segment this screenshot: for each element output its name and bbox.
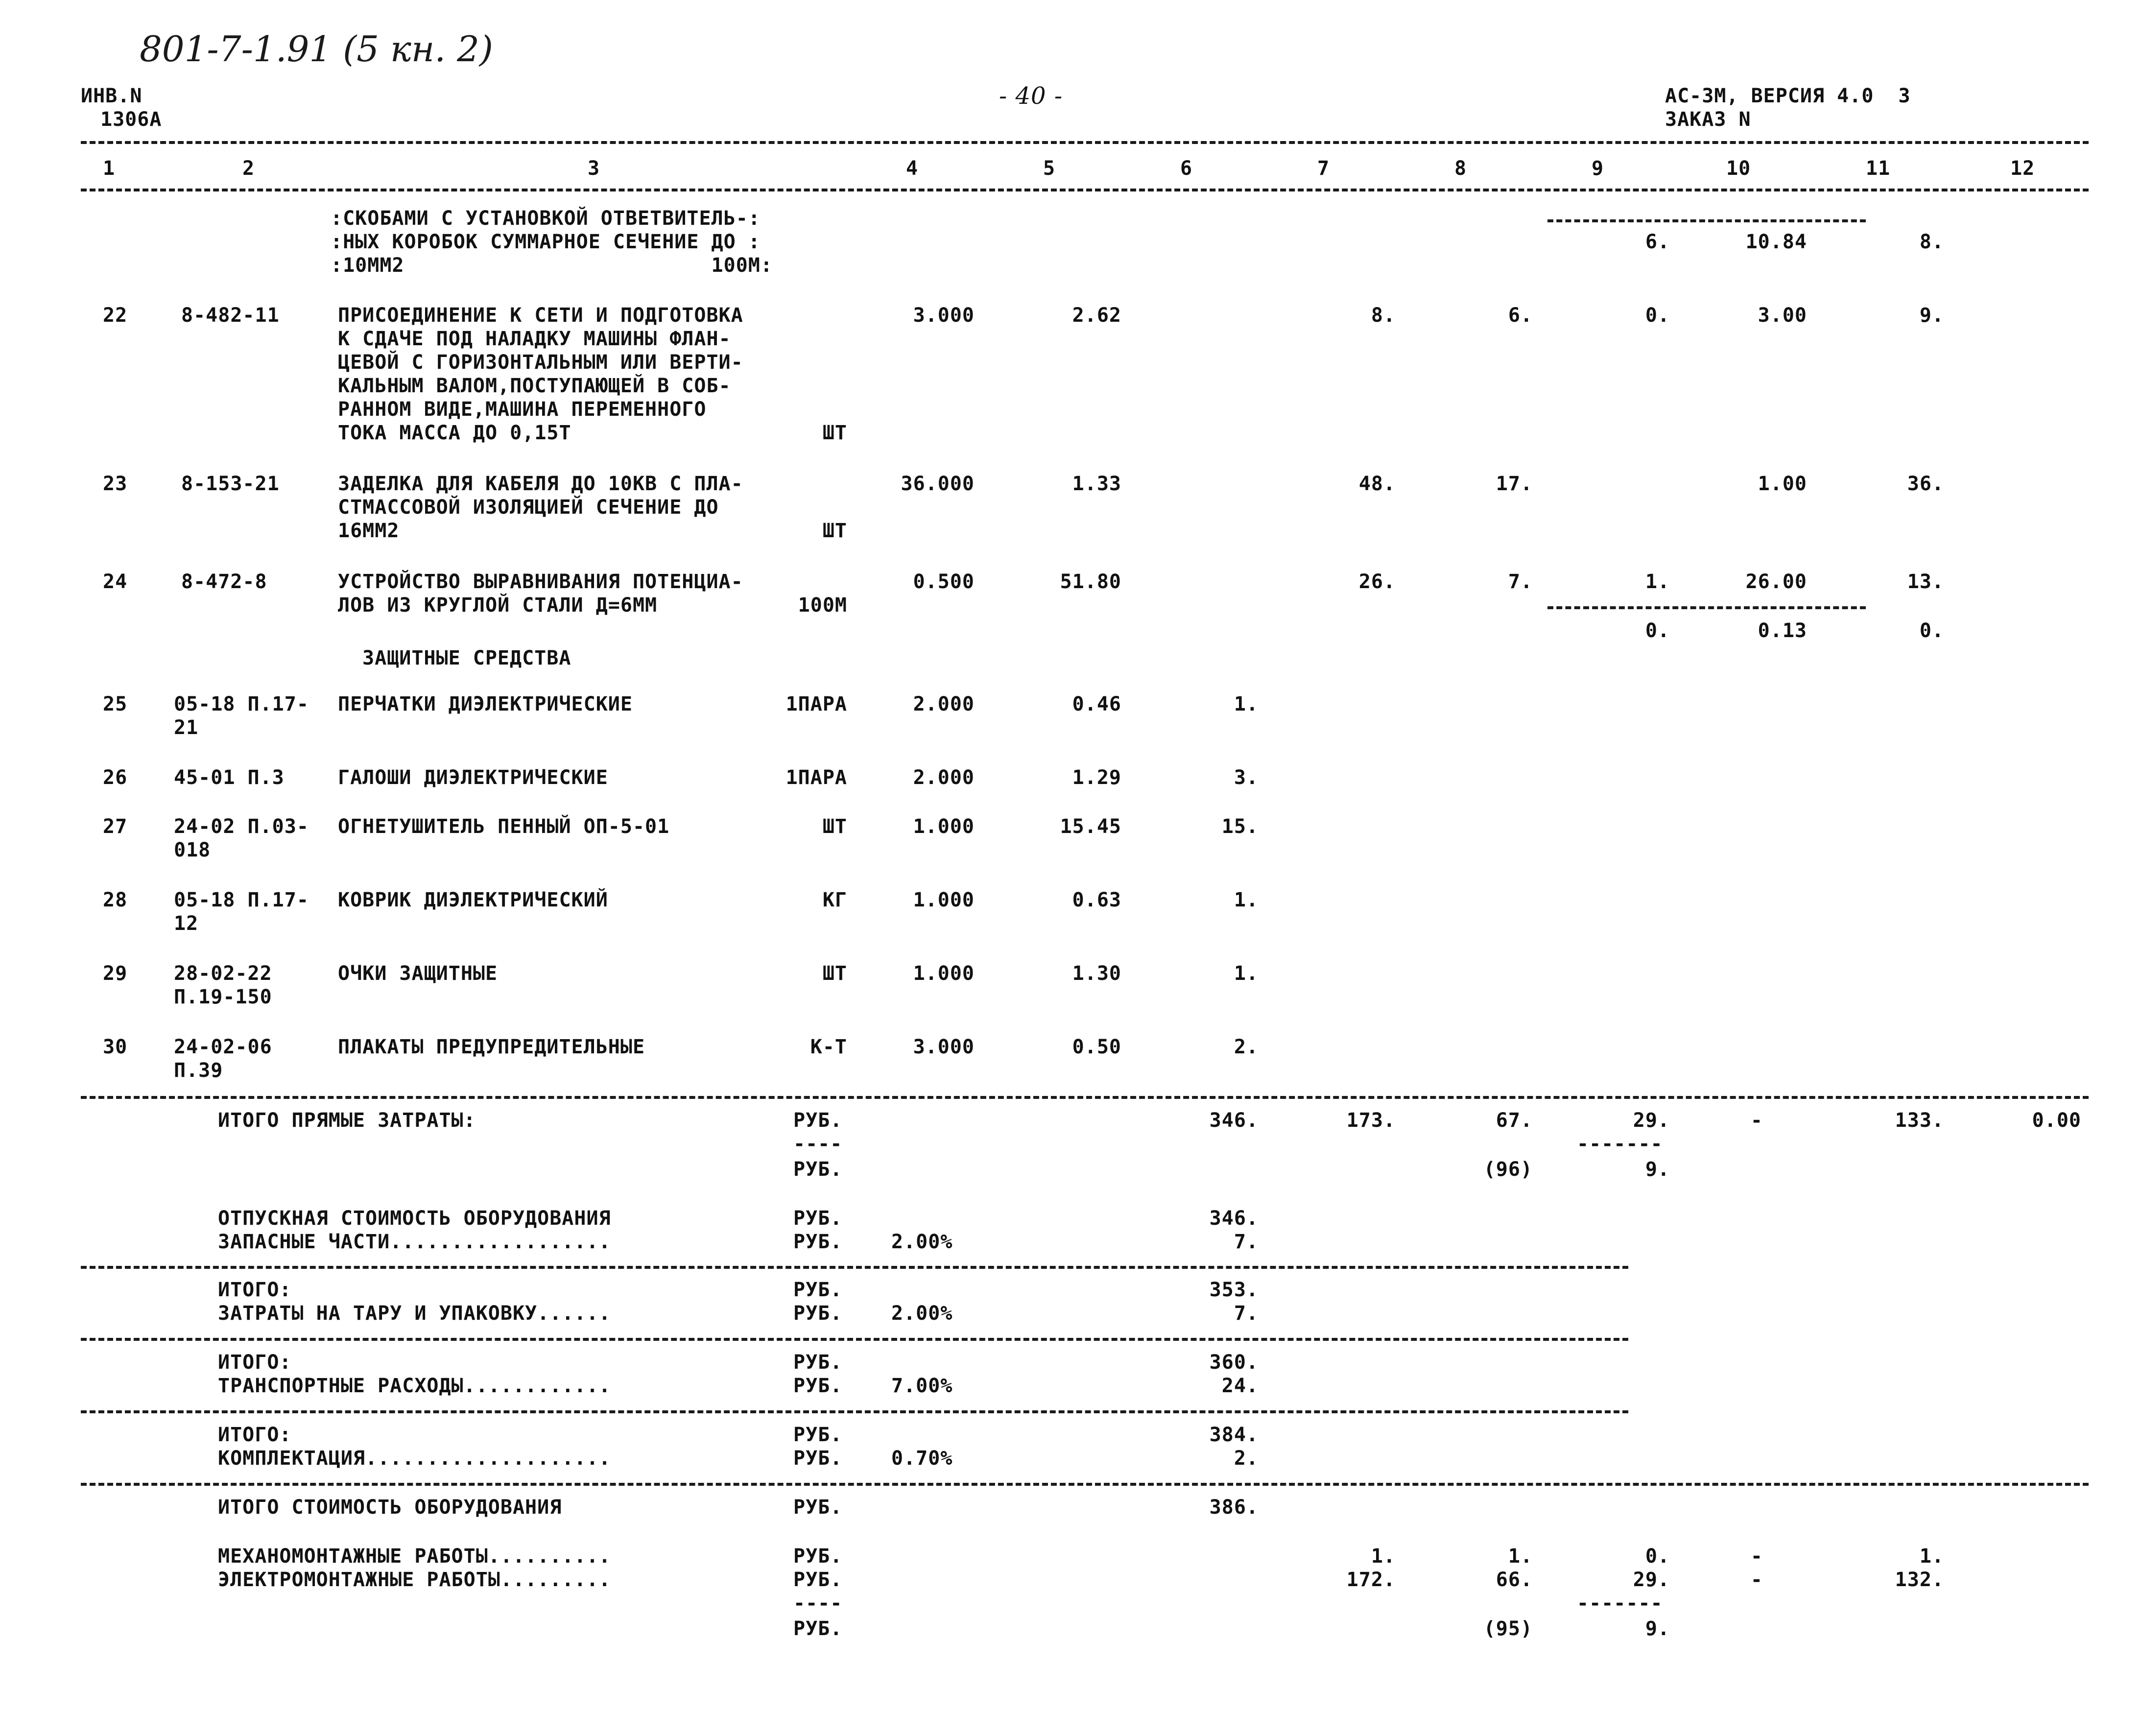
direct-col8: 67. xyxy=(1496,1109,1533,1132)
direct-col6: 346. xyxy=(1209,1109,1259,1132)
row-code: 8-482-11 xyxy=(181,304,280,327)
elec-col9: 29. xyxy=(1633,1569,1670,1591)
currency-label: РУБ. xyxy=(793,1496,843,1519)
direct-sub-col9: 9. xyxy=(1645,1158,1670,1181)
currency-label: РУБ. xyxy=(793,1447,843,1470)
final-sub-col8: (95) xyxy=(1483,1617,1533,1640)
final-sub-col9: 9. xyxy=(1645,1617,1670,1640)
row-col6: 1. xyxy=(1234,889,1259,911)
program-version: АС-3М, ВЕРСИЯ 4.0 3 xyxy=(1665,85,1911,107)
totals-top-rule xyxy=(81,1096,2089,1099)
row-number: 26 xyxy=(103,766,128,789)
elec-col8: 66. xyxy=(1496,1569,1533,1591)
inventory-number: 1306А xyxy=(100,108,162,131)
row-number: 22 xyxy=(103,304,128,327)
currency-label: РУБ. xyxy=(793,1158,843,1181)
row-number: 23 xyxy=(103,473,128,495)
mech-col11: 1. xyxy=(1919,1545,1944,1568)
row-col5: 1.33 xyxy=(1072,473,1121,495)
row-code: 05-18 П.17- xyxy=(174,693,309,715)
row-col11: 36. xyxy=(1907,473,1944,495)
row-col4: 2.000 xyxy=(913,766,975,789)
row-text-line: К СДАЧЕ ПОД НАЛАДКУ МАШИНЫ ФЛАН- xyxy=(338,328,731,350)
elec-col11: 132. xyxy=(1895,1569,1944,1591)
currency-dash: ---- xyxy=(793,1133,843,1155)
subtotal-value: 384. xyxy=(1209,1424,1259,1446)
row-col5: 0.63 xyxy=(1072,889,1121,911)
section-title: ЗАЩИТНЫЕ СРЕДСТВА xyxy=(362,647,571,669)
col-header-4: 4 xyxy=(906,157,919,180)
row-code: 28-02-22 xyxy=(174,962,272,985)
direct-col12: 0.00 xyxy=(2032,1109,2081,1132)
currency-label: РУБ. xyxy=(793,1302,843,1325)
equipment-total-label: ИТОГО СТОИМОСТЬ ОБОРУДОВАНИЯ xyxy=(218,1496,562,1519)
page-number: - 40 - xyxy=(999,82,1063,110)
row-text-line: ПРИСОЕДИНЕНИЕ К СЕТИ И ПОДГОТОВКА xyxy=(338,304,743,327)
table-top-rule xyxy=(81,141,2089,144)
row-text-line: ТОКА МАССА ДО 0,15Т xyxy=(338,422,571,444)
row-col5: 15.45 xyxy=(1060,815,1121,838)
continued-subtotal-rule xyxy=(1547,219,1866,222)
col-header-5: 5 xyxy=(1043,157,1056,180)
row-code-cont: 018 xyxy=(174,839,211,861)
row-number: 30 xyxy=(103,1036,128,1058)
row-col4: 0.500 xyxy=(913,571,975,593)
row-col6: 1. xyxy=(1234,962,1259,985)
row-unit: 1ПАРА xyxy=(785,693,847,715)
row-col7: 26. xyxy=(1358,571,1396,593)
row-text: КОВРИК ДИЭЛЕКТРИЧЕСКИЙ xyxy=(338,889,608,911)
row-sub-col10: 0.13 xyxy=(1758,619,1807,642)
row-col10: 1.00 xyxy=(1758,473,1807,495)
mech-col10: - xyxy=(1750,1545,1763,1568)
row-col7: 8. xyxy=(1371,304,1396,327)
row-col9: 1. xyxy=(1645,571,1670,593)
row-number: 24 xyxy=(103,571,128,593)
row-code: 8-153-21 xyxy=(181,473,280,495)
currency-label: РУБ. xyxy=(793,1207,843,1230)
row-number: 27 xyxy=(103,815,128,838)
continued-col10: 10.84 xyxy=(1745,231,1807,253)
row-text-line: СТМАССОВОЙ ИЗОЛЯЦИЕЙ СЕЧЕНИЕ ДО xyxy=(338,496,719,519)
row-col5: 0.50 xyxy=(1072,1036,1121,1058)
row-text-line: РАННОМ ВИДЕ,МАШИНА ПЕРЕМЕННОГО xyxy=(338,398,707,421)
transport-value: 24. xyxy=(1221,1375,1259,1397)
subtotal-rule xyxy=(81,1338,1628,1341)
col-header-10: 10 xyxy=(1726,157,1751,180)
mech-works-label: МЕХАНОМОНТАЖНЫЕ РАБОТЫ.......... xyxy=(218,1545,611,1568)
currency-label: РУБ. xyxy=(793,1617,843,1640)
currency-label: РУБ. xyxy=(793,1545,843,1568)
row-col4: 1.000 xyxy=(913,962,975,985)
final-sub-rule: ------- xyxy=(1577,1592,1663,1615)
continued-text-3: :10ММ2 100М: xyxy=(331,254,773,277)
currency-label: РУБ. xyxy=(793,1424,843,1446)
direct-sub-col8: (96) xyxy=(1483,1158,1533,1181)
spare-parts-percent: 2.00% xyxy=(891,1231,953,1253)
currency-label: РУБ. xyxy=(793,1569,843,1591)
inventory-label: ИНВ.N xyxy=(81,85,143,107)
row-code-cont: 21 xyxy=(174,716,199,739)
direct-col10: - xyxy=(1750,1109,1763,1132)
col-header-6: 6 xyxy=(1180,157,1193,180)
order-number: ЗАКАЗ N xyxy=(1665,108,1751,131)
transport-label: ТРАНСПОРТНЫЕ РАСХОДЫ............ xyxy=(218,1375,611,1397)
subtotal-label: ИТОГО: xyxy=(218,1351,292,1374)
row-col6: 1. xyxy=(1234,693,1259,715)
row-unit: КГ xyxy=(822,889,847,911)
currency-label: РУБ. xyxy=(793,1231,843,1253)
row-code: 8-472-8 xyxy=(181,571,267,593)
col-header-12: 12 xyxy=(2010,157,2035,180)
totals-rule xyxy=(81,1483,2089,1486)
equipment-price-label: ОТПУСКНАЯ СТОИМОСТЬ ОБОРУДОВАНИЯ xyxy=(218,1207,611,1230)
spare-parts-value: 7. xyxy=(1234,1231,1259,1253)
subtotal-label: ИТОГО: xyxy=(218,1279,292,1301)
equipment-price-value: 346. xyxy=(1209,1207,1259,1230)
elec-col7: 172. xyxy=(1346,1569,1396,1591)
col-header-2: 2 xyxy=(242,157,255,180)
row-number: 29 xyxy=(103,962,128,985)
row-col5: 1.30 xyxy=(1072,962,1121,985)
complect-percent: 0.70% xyxy=(891,1447,953,1470)
row-sub-col9: 0. xyxy=(1645,619,1670,642)
row-col11: 9. xyxy=(1919,304,1944,327)
row-col6: 2. xyxy=(1234,1036,1259,1058)
row-unit: К-Т xyxy=(810,1036,847,1058)
row-code: 05-18 П.17- xyxy=(174,889,309,911)
row-unit: ШТ xyxy=(822,815,847,838)
direct-col9: 29. xyxy=(1633,1109,1670,1132)
row-col11: 13. xyxy=(1907,571,1944,593)
row-unit: ШТ xyxy=(822,962,847,985)
handwritten-document-code: 801-7-1.91 (5 кн. 2) xyxy=(140,28,493,70)
mech-col9: 0. xyxy=(1645,1545,1670,1568)
row-text: ПЕРЧАТКИ ДИЭЛЕКТРИЧЕСКИЕ xyxy=(338,693,633,715)
complect-value: 2. xyxy=(1234,1447,1259,1470)
col-header-9: 9 xyxy=(1592,157,1604,180)
row-col5: 51.80 xyxy=(1060,571,1121,593)
packaging-percent: 2.00% xyxy=(891,1302,953,1325)
row-col5: 2.62 xyxy=(1072,304,1121,327)
row-col8: 17. xyxy=(1496,473,1533,495)
subtotal-value: 360. xyxy=(1209,1351,1259,1374)
row-unit: 100М xyxy=(798,594,847,617)
header-bottom-rule xyxy=(81,189,2089,191)
row-code-cont: 12 xyxy=(174,912,199,935)
row-col10: 3.00 xyxy=(1758,304,1807,327)
row-code: 24-02 П.03- xyxy=(174,815,309,838)
packaging-value: 7. xyxy=(1234,1302,1259,1325)
row-col4: 36.000 xyxy=(901,473,975,495)
row-text-line: ЦЕВОЙ С ГОРИЗОНТАЛЬНЫМ ИЛИ ВЕРТИ- xyxy=(338,351,743,374)
row-code-cont: П.19-150 xyxy=(174,986,272,1008)
row-text: ОГНЕТУШИТЕЛЬ ПЕННЫЙ ОП-5-01 xyxy=(338,815,670,838)
row-col6: 3. xyxy=(1234,766,1259,789)
complect-label: КОМПЛЕКТАЦИЯ.................... xyxy=(218,1447,611,1470)
col-header-8: 8 xyxy=(1454,157,1467,180)
row-col5: 1.29 xyxy=(1072,766,1121,789)
row-unit: 1ПАРА xyxy=(785,766,847,789)
col-header-7: 7 xyxy=(1317,157,1330,180)
elec-works-label: ЭЛЕКТРОМОНТАЖНЫЕ РАБОТЫ......... xyxy=(218,1569,611,1591)
subtotal-rule xyxy=(81,1266,1628,1269)
mech-col8: 1. xyxy=(1508,1545,1533,1568)
row-text-line: КАЛЬНЫМ ВАЛОМ,ПОСТУПАЮЩЕЙ В СОБ- xyxy=(338,375,731,397)
direct-col11: 133. xyxy=(1895,1109,1944,1132)
row-number: 25 xyxy=(103,693,128,715)
currency-label: РУБ. xyxy=(793,1109,843,1132)
row-subtotal-rule xyxy=(1547,606,1866,609)
direct-costs-label: ИТОГО ПРЯМЫЕ ЗАТРАТЫ: xyxy=(218,1109,476,1132)
row-unit: ШТ xyxy=(822,422,847,444)
row-text-line: 16ММ2 xyxy=(338,520,400,542)
row-col4: 1.000 xyxy=(913,889,975,911)
continued-text-1: :СКОБАМИ С УСТАНОВКОЙ ОТВЕТВИТЕЛЬ-: xyxy=(331,207,761,230)
subtotal-label: ИТОГО: xyxy=(218,1424,292,1446)
spare-parts-label: ЗАПАСНЫЕ ЧАСТИ.................. xyxy=(218,1231,611,1253)
currency-label: РУБ. xyxy=(793,1279,843,1301)
row-col5: 0.46 xyxy=(1072,693,1121,715)
row-col4: 3.000 xyxy=(913,1036,975,1058)
transport-percent: 7.00% xyxy=(891,1375,953,1397)
row-col7: 48. xyxy=(1358,473,1396,495)
row-number: 28 xyxy=(103,889,128,911)
row-col6: 15. xyxy=(1221,815,1259,838)
currency-dash: ---- xyxy=(793,1592,843,1615)
row-text-line: ЛОВ ИЗ КРУГЛОЙ СТАЛИ Д=6ММ xyxy=(338,594,658,617)
mech-col7: 1. xyxy=(1371,1545,1396,1568)
row-col10: 26.00 xyxy=(1745,571,1807,593)
row-col4: 1.000 xyxy=(913,815,975,838)
packaging-label: ЗАТРАТЫ НА ТАРУ И УПАКОВКУ...... xyxy=(218,1302,611,1325)
direct-sub-rule: ------- xyxy=(1577,1133,1663,1155)
currency-label: РУБ. xyxy=(793,1351,843,1374)
row-text: ПЛАКАТЫ ПРЕДУПРЕДИТЕЛЬНЫЕ xyxy=(338,1036,645,1058)
row-code: 24-02-06 xyxy=(174,1036,272,1058)
row-col4: 3.000 xyxy=(913,304,975,327)
direct-col7: 173. xyxy=(1346,1109,1396,1132)
col-header-3: 3 xyxy=(588,157,600,180)
row-code: 45-01 П.3 xyxy=(174,766,285,789)
col-header-11: 11 xyxy=(1866,157,1891,180)
row-col4: 2.000 xyxy=(913,693,975,715)
row-text-line: УСТРОЙСТВО ВЫРАВНИВАНИЯ ПОТЕНЦИА- xyxy=(338,571,743,593)
continued-col11: 8. xyxy=(1919,231,1944,253)
row-text: ОЧКИ ЗАЩИТНЫЕ xyxy=(338,962,498,985)
equipment-total-value: 386. xyxy=(1209,1496,1259,1519)
currency-label: РУБ. xyxy=(793,1375,843,1397)
row-col9: 0. xyxy=(1645,304,1670,327)
subtotal-value: 353. xyxy=(1209,1279,1259,1301)
elec-col10: - xyxy=(1750,1569,1763,1591)
subtotal-rule xyxy=(81,1410,1628,1413)
row-code-cont: П.39 xyxy=(174,1059,223,1082)
continued-text-2: :НЫХ КОРОБОК СУММАРНОЕ СЕЧЕНИЕ ДО : xyxy=(331,231,761,253)
row-sub-col11: 0. xyxy=(1919,619,1944,642)
row-col8: 7. xyxy=(1508,571,1533,593)
col-header-1: 1 xyxy=(103,157,116,180)
continued-col9: 6. xyxy=(1645,231,1670,253)
row-text-line: ЗАДЕЛКА ДЛЯ КАБЕЛЯ ДО 10КВ С ПЛА- xyxy=(338,473,743,495)
row-unit: ШТ xyxy=(822,520,847,542)
row-text: ГАЛОШИ ДИЭЛЕКТРИЧЕСКИЕ xyxy=(338,766,608,789)
row-col8: 6. xyxy=(1508,304,1533,327)
